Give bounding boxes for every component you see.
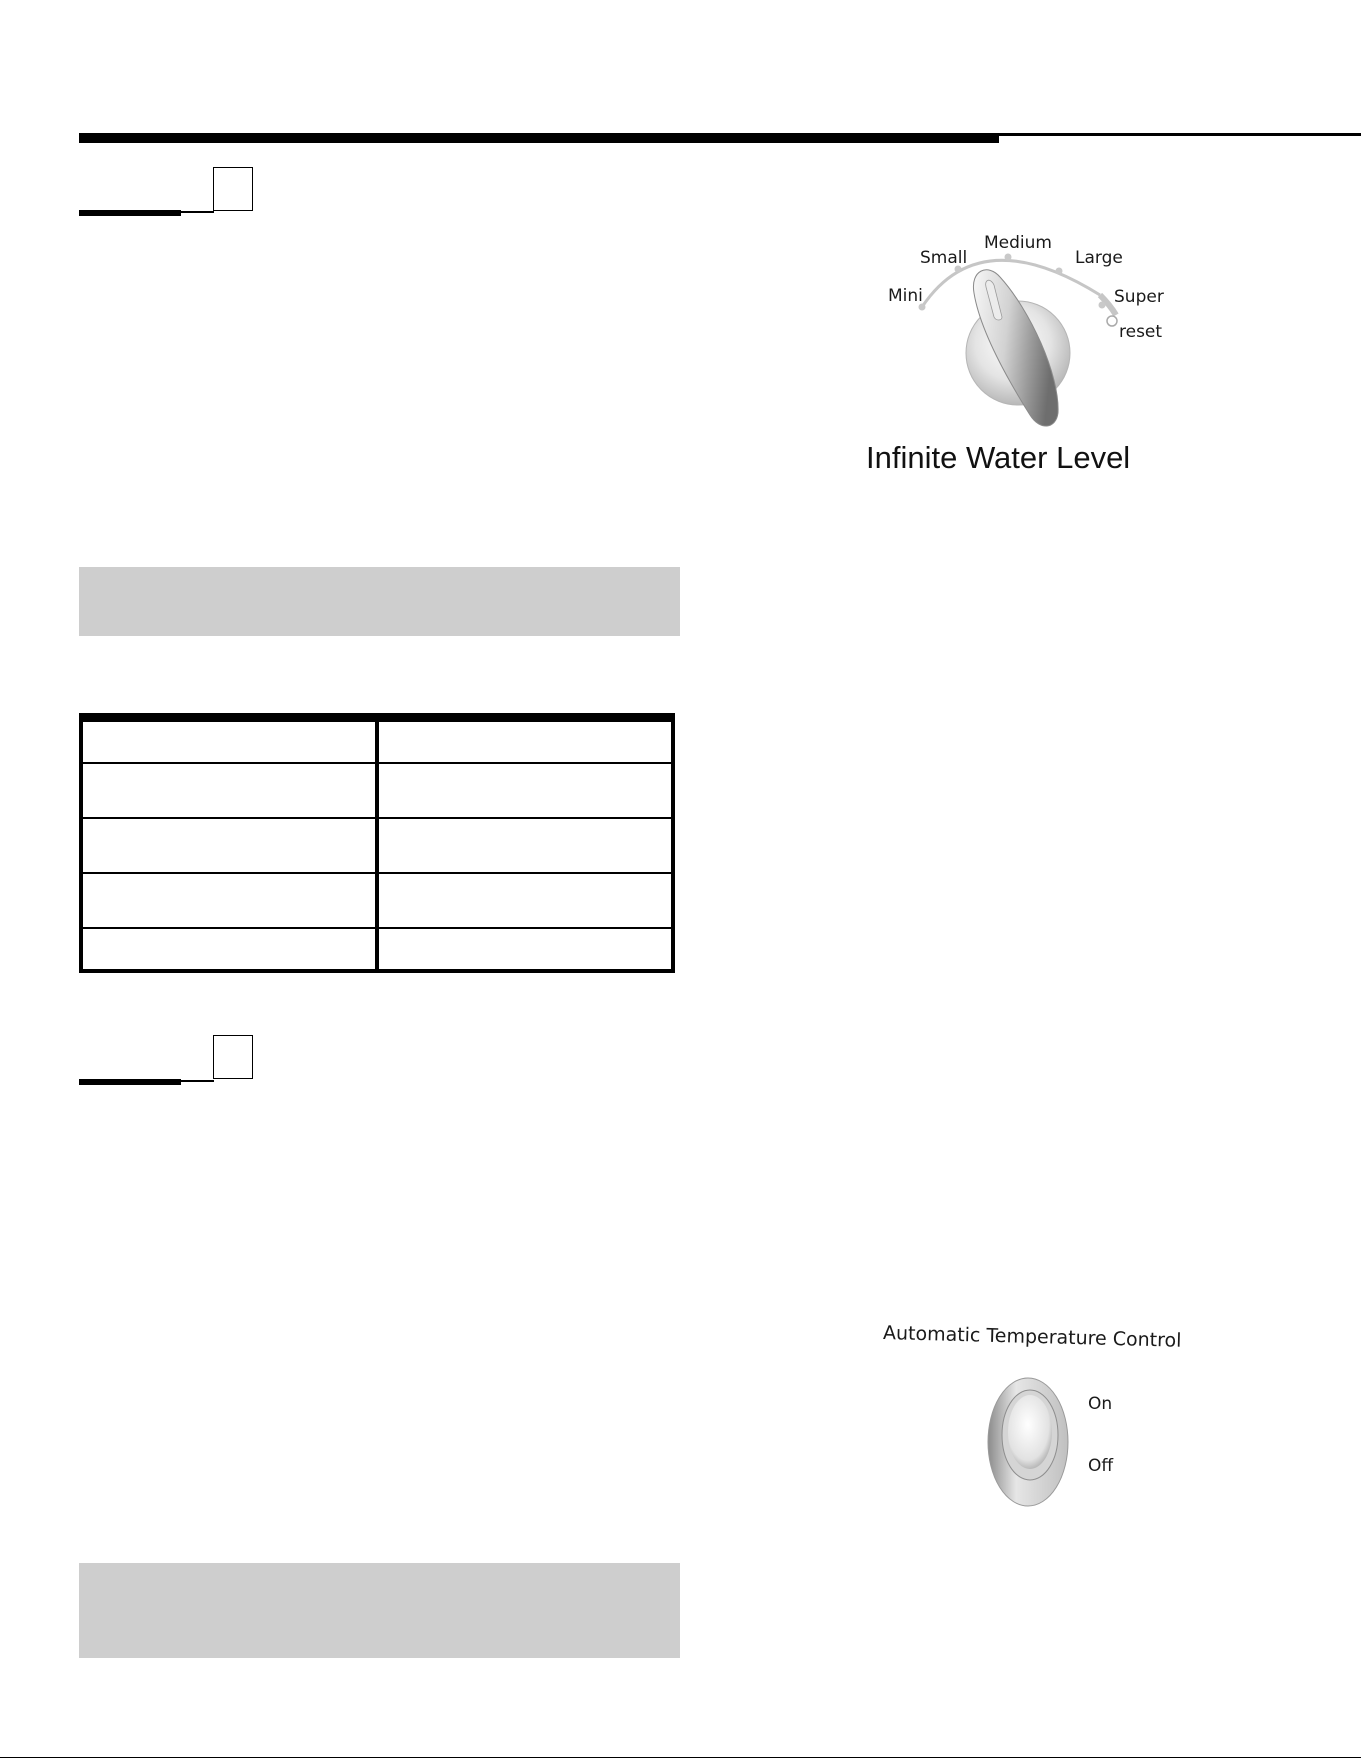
table-cell [377, 873, 671, 928]
table-cell [83, 873, 377, 928]
dial-label-large: Large [1075, 248, 1123, 268]
dial-label-medium: Medium [984, 233, 1052, 253]
dial-dot-reset [1107, 316, 1117, 326]
dial-label-super: Super [1114, 287, 1164, 307]
footer-rule [0, 1757, 1361, 1758]
dial-dot-medium [1005, 254, 1012, 261]
section-1-connector [180, 211, 214, 213]
table-cell [377, 722, 671, 763]
note-box-1 [79, 567, 680, 636]
dial-dot-super [1099, 302, 1106, 309]
header-rule-thick [79, 133, 999, 143]
table-cell [83, 818, 377, 873]
section-2-marker-box [213, 1035, 253, 1079]
dial-label-small: Small [920, 248, 968, 268]
dial-title: Infinite Water Level [866, 440, 1131, 475]
table-row [83, 873, 671, 928]
table-row [83, 928, 671, 969]
dial-label-reset: reset [1119, 322, 1163, 342]
table-row [83, 818, 671, 873]
note-box-2 [79, 1563, 680, 1658]
table-row [83, 763, 671, 818]
table-cell [83, 722, 377, 763]
table-cell [377, 818, 671, 873]
table-cell [83, 763, 377, 818]
table-cell [377, 928, 671, 969]
settings-table [79, 713, 675, 973]
table-cell [83, 928, 377, 969]
temperature-switch-on-label: On [1088, 1394, 1113, 1414]
temperature-switch-off-label: Off [1088, 1456, 1114, 1476]
table-row [83, 722, 671, 763]
dial-label-mini: Mini [888, 286, 923, 306]
section-2-connector [180, 1080, 214, 1082]
dial-dot-large [1056, 268, 1063, 275]
temperature-switch-graphic [985, 1375, 1075, 1510]
table-cell [377, 763, 671, 818]
temperature-switch[interactable] [985, 1375, 1075, 1510]
temperature-switch-title: Automatic Temperature Control [882, 1322, 1182, 1352]
header-rule-thin [999, 133, 1361, 136]
section-2-underline [79, 1079, 181, 1085]
section-1-underline [79, 210, 181, 216]
section-1-marker-box [213, 167, 253, 211]
